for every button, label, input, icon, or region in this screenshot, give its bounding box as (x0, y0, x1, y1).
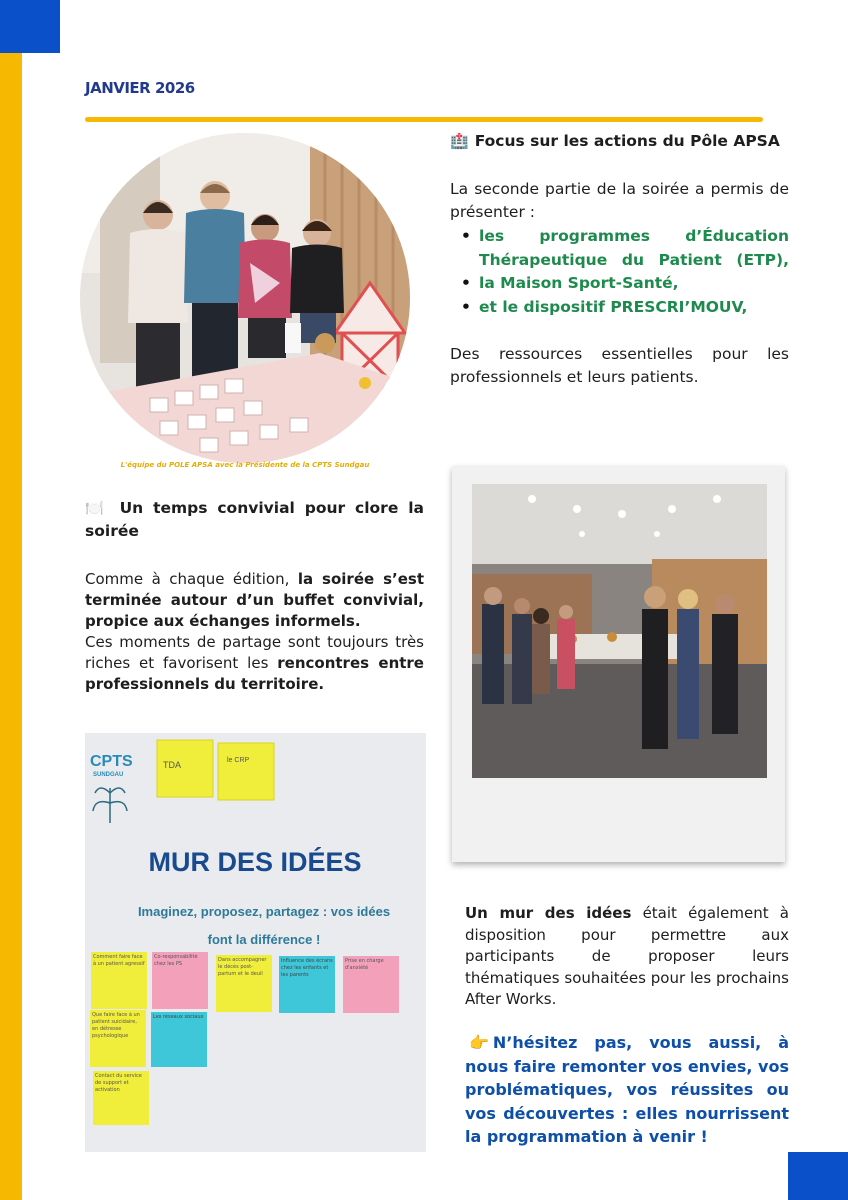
hospital-emoji-icon: 🏥 (450, 132, 469, 150)
text-run: Comme à chaque édition, (85, 570, 298, 588)
text-run-bold: la soirée s’est terminée autour d’un buffet convivial, propice aux échanges informels. (85, 570, 424, 630)
note-2: Co-responsabilité chez les PS (154, 954, 198, 967)
apsa-programs-list (450, 225, 789, 319)
text-run: Ces moments de partage sont toujours très riches et favorisent les (85, 633, 424, 672)
text-run: était également à disposition pour permettre aux participants de proposer leurs thématiques souhaitées pour les prochains After Works. (465, 904, 789, 1008)
convivial-paragraph (85, 632, 424, 695)
note-7: Les réseaux sociaux (153, 1014, 204, 1020)
header-divider (85, 117, 763, 122)
team-photo-caption: L'équipe du POLE APSA avec la Présidente de la CPTS Sundgau (120, 461, 370, 469)
call-to-action-text: N’hésitez pas, vous aussi, à nous faire remonter vos envies, vos problématiques, vos réussites ou vos découvertes : elles nourrissent la programmation à venir ! (465, 1033, 789, 1146)
apsa-title-text: Focus sur les actions du Pôle APSA (474, 132, 780, 150)
note-3: Dans accompagner le décès post-partum et le deuil (218, 957, 267, 977)
note-tda: TDA (163, 760, 181, 770)
fork-knife-plate-emoji-icon: 🍽️ (85, 499, 104, 517)
issue-date: JANVIER 2026 (85, 79, 195, 97)
buffet-photo (472, 484, 767, 778)
convivial-section-title (85, 497, 424, 543)
apsa-intro: La seconde partie de la soirée a permis de présenter : (450, 180, 789, 221)
convivial-title-text: Un temps convivial pour clore la soirée (85, 499, 424, 540)
text-run-bold: Un mur des idées (465, 904, 632, 922)
note-8: Contact du service de support et activation (95, 1073, 142, 1093)
apsa-outro: Des ressources essentielles pour les professionnels et leurs patients. (450, 345, 789, 386)
list-item: • et le dispositif PRESCRI’MOUV, (479, 296, 789, 320)
note-5: Prise en charge d'anxiété (345, 958, 384, 971)
note-4: Influence des écrans chez les enfants et les parents (281, 958, 333, 978)
note-crp: le CRP (227, 757, 250, 764)
convivial-text (85, 569, 424, 695)
wall-heading: MUR DES IDÉES (148, 847, 362, 877)
team-photo (80, 133, 410, 463)
corner-block-top-left (0, 0, 60, 53)
wall-subheading-1: Imaginez, proposez, partagez : vos idées (137, 904, 391, 919)
list-item: • la Maison Sport-Santé, (479, 272, 789, 296)
pointing-hand-emoji-icon: 👉 (469, 1033, 489, 1052)
wall-logo-text: CPTS (90, 753, 133, 770)
polaroid-frame (452, 466, 785, 862)
call-to-action (465, 1031, 789, 1149)
list-item: • les programmes d’Éducation Thérapeutique du Patient (ETP), (479, 225, 789, 272)
idea-wall-text (465, 903, 789, 1011)
wall-subheading-2: font la différence ! (207, 932, 321, 947)
note-6: Que faire face à un patient suicidaire, en détresse psychologique (92, 1012, 140, 1039)
idea-wall-photo (85, 733, 426, 1152)
apsa-section-title (450, 132, 790, 150)
corner-block-bottom-right (788, 1152, 848, 1200)
wall-logo-sub: SUNDGAU (93, 772, 124, 778)
text-run-bold: rencontres entre professionnels du territoire. (85, 654, 424, 693)
note-1: Comment faire face à un patient agressif (93, 954, 145, 967)
convivial-paragraph (85, 569, 424, 632)
side-strip (0, 53, 22, 1200)
